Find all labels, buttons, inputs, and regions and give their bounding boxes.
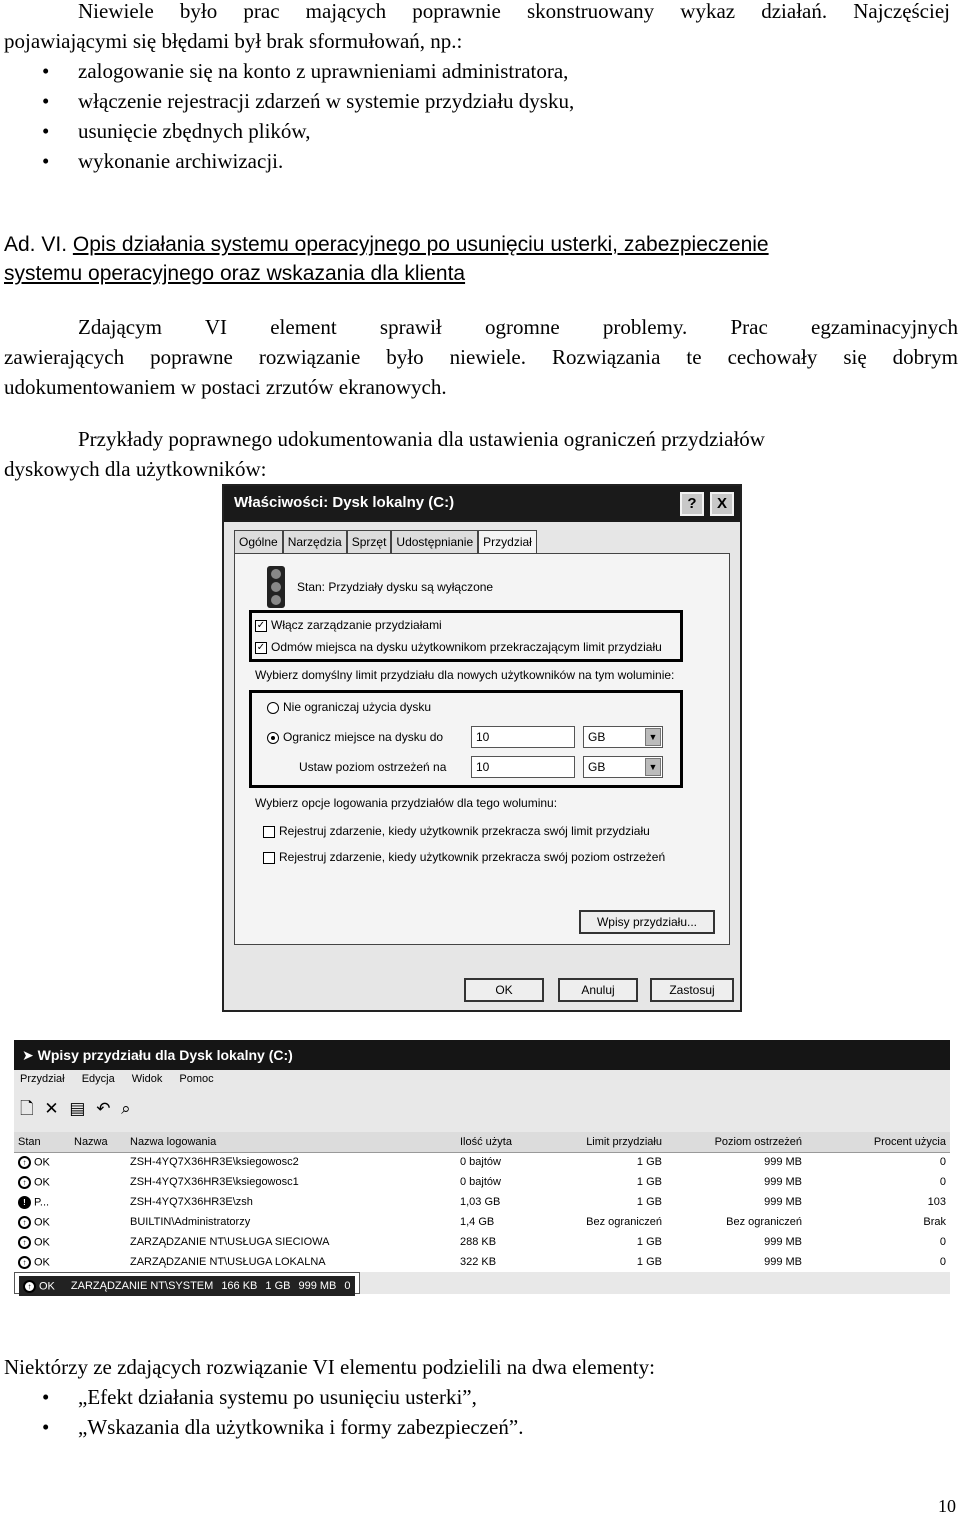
deny-space-label: Odmów miejsca na dysku użytkownikom przekraczającym limit przydziału xyxy=(271,640,662,654)
intro-bullet: • zalogowanie się na konto z uprawnieniami administratora, xyxy=(0,56,574,86)
row-percent: 0 xyxy=(939,1176,946,1188)
row-name xyxy=(70,1252,126,1272)
para1-line-2: zawierających poprawne rozwiązanie było niewiele. Rozwiązania te cechowały się dobrym xyxy=(4,345,958,369)
log-warning-checkbox[interactable] xyxy=(263,850,665,864)
section-title-line-2: systemu operacyjnego oraz wskazania dla klienta xyxy=(4,262,466,285)
deny-space-checkbox[interactable] xyxy=(255,640,662,654)
row-login: ZARZĄDZANIE NT\SYSTEM xyxy=(67,1276,217,1296)
window-title-bar xyxy=(14,1040,950,1070)
row-warning: 999 MB xyxy=(764,1176,802,1188)
status-ok-icon: ↑ xyxy=(23,1280,36,1293)
intro-line-1: Niewiele było prac mających poprawnie skonstruowany wykaz działań. Najczęściej xyxy=(78,0,950,23)
checkbox-checked-icon[interactable]: ✓ xyxy=(256,641,266,653)
row-status: OK xyxy=(39,1279,55,1292)
quota-entries-window xyxy=(14,1040,950,1294)
limit-unit-select[interactable] xyxy=(583,726,663,748)
row-percent: 0 xyxy=(939,1256,946,1268)
dialog-title-bar xyxy=(224,486,740,522)
row-limit: 1 GB xyxy=(636,1176,662,1188)
row-login: ZARZĄDZANIE NT\USŁUGA SIECIOWA xyxy=(130,1236,330,1248)
row-warning: 999 MB xyxy=(294,1276,340,1296)
toolbar xyxy=(14,1092,950,1122)
row-login: ZSH-4YQ7X36HR3E\ksiegowosc1 xyxy=(130,1176,299,1188)
intro-line-2: pojawiającymi się błędami był brak sformułowań, np.: xyxy=(4,29,463,53)
row-status: OK xyxy=(34,1215,50,1228)
row-limit: Bez ograniczeń xyxy=(586,1216,662,1228)
row-used: 0 bajtów xyxy=(460,1176,501,1188)
intro-bullet-list xyxy=(0,56,574,176)
tab-quota[interactable]: Przydział xyxy=(478,530,537,558)
row-login: ZSH-4YQ7X36HR3E\ksiegowosc2 xyxy=(130,1156,299,1169)
dialog-tabs xyxy=(234,526,537,554)
status-label: Stan: xyxy=(297,580,326,594)
table-row[interactable] xyxy=(14,1172,950,1192)
intro-bullet: • usunięcie zbędnych plików, xyxy=(0,116,574,146)
row-used: 1,4 GB xyxy=(460,1216,495,1228)
logging-options-label: Wybierz opcje logowania przydziałów dla tego woluminu: xyxy=(255,796,558,810)
table-row[interactable] xyxy=(14,1212,950,1232)
table-row[interactable] xyxy=(14,1192,950,1212)
no-limit-radio[interactable] xyxy=(267,700,431,714)
limit-label: Ogranicz miejsce na dysku do xyxy=(283,730,444,744)
quota-tab-panel xyxy=(234,553,730,945)
undo-icon[interactable]: ↶ xyxy=(96,1099,111,1118)
row-percent: 0 xyxy=(939,1236,946,1248)
enable-quota-checkbox[interactable] xyxy=(255,618,442,632)
quota-entries-button[interactable]: Wpisy przydziału... xyxy=(579,910,715,934)
dialog-title: Właściwości: Dysk lokalny (C:) xyxy=(234,494,455,511)
row-warning: 999 MB xyxy=(764,1196,802,1208)
traffic-light-icon xyxy=(267,566,285,608)
menu-edit[interactable]: Edycja xyxy=(81,1073,115,1085)
find-icon[interactable]: ⌕ xyxy=(121,1099,131,1118)
row-name xyxy=(59,1276,67,1296)
quota-table xyxy=(14,1132,950,1292)
status-warning-icon: ! xyxy=(18,1196,31,1209)
para1-line-3: udokumentowaniem w postaci zrzutów ekranowych. xyxy=(4,375,447,399)
row-used: 0 bajtów xyxy=(460,1156,501,1169)
row-percent: Brak xyxy=(923,1216,946,1228)
checkbox-icon[interactable] xyxy=(263,852,275,864)
row-used: 322 KB xyxy=(460,1256,497,1268)
checkbox-checked-icon[interactable]: ✓ xyxy=(256,619,266,631)
row-used: 288 KB xyxy=(460,1236,497,1248)
warning-unit-select[interactable] xyxy=(583,756,663,778)
no-limit-label: Nie ograniczaj użycia dysku xyxy=(283,700,432,714)
tab-tools[interactable]: Narzędzia xyxy=(283,530,347,554)
warning-unit-value: GB xyxy=(588,760,606,774)
section-number: Ad. VI. xyxy=(4,233,68,256)
warning-value-input[interactable]: 10 xyxy=(471,756,575,778)
row-name xyxy=(70,1212,126,1232)
outro-bullet: • „Wskazania dla użytkownika i formy zabezpieczeń”. xyxy=(0,1412,523,1442)
row-status: P... xyxy=(34,1195,50,1208)
row-percent: 0 xyxy=(340,1276,354,1296)
row-limit: 1 GB xyxy=(636,1256,662,1268)
section-title-line-1: Opis działania systemu operacyjnego po usunięciu usterki, zabezpieczenie xyxy=(72,233,769,256)
para2-line-1: Przykłady poprawnego udokumentowania dla ustawienia ograniczeń przydziałów xyxy=(78,427,765,451)
row-name xyxy=(70,1192,126,1212)
row-name xyxy=(70,1232,126,1252)
apply-button[interactable]: Zastosuj xyxy=(650,978,734,1002)
table-row[interactable] xyxy=(14,1152,950,1172)
menu-view[interactable]: Widok xyxy=(131,1073,163,1085)
row-warning: Bez ograniczeń xyxy=(726,1216,802,1228)
chevron-down-icon[interactable]: ▼ xyxy=(645,758,661,776)
page-number: 10 xyxy=(938,1496,956,1516)
checkbox-icon[interactable] xyxy=(263,826,275,838)
tab-sharing[interactable]: Udostępnianie xyxy=(391,530,478,554)
row-percent: 103 xyxy=(927,1196,946,1208)
row-percent: 0 xyxy=(939,1156,946,1169)
status-ok-icon: ↑ xyxy=(18,1256,31,1269)
col-used[interactable]: Ilość użyta xyxy=(456,1132,526,1152)
row-used: 166 KB xyxy=(217,1276,261,1296)
window-title: Wpisy przydziału dla Dysk lokalny (C:) xyxy=(37,1047,293,1063)
status-ok-icon: ↑ xyxy=(18,1176,31,1189)
col-status[interactable]: Stan xyxy=(14,1132,70,1152)
chevron-down-icon[interactable]: ▼ xyxy=(645,728,661,746)
menu-help[interactable]: Pomoc xyxy=(179,1073,214,1085)
row-status: OK xyxy=(34,1255,50,1268)
col-login[interactable]: Nazwa logowania xyxy=(126,1132,456,1152)
outro-line-1: Niektórzy ze zdających rozwiązanie VI elementu podzielili na dwa elementy: xyxy=(4,1355,655,1379)
row-limit: 1 GB xyxy=(261,1276,294,1296)
row-name xyxy=(70,1152,126,1172)
row-name xyxy=(70,1172,126,1192)
row-limit: 1 GB xyxy=(636,1156,662,1169)
table-row[interactable] xyxy=(14,1252,950,1272)
ok-button[interactable]: OK xyxy=(464,978,544,1002)
row-login: BUILTIN\Administratorzy xyxy=(130,1216,251,1228)
limit-radio[interactable] xyxy=(267,730,443,744)
para1-line-1: Zdającym VI element sprawił ogromne problemy. Prac egzaminacyjnych xyxy=(78,315,958,339)
default-limit-label: Wybierz domyślny limit przydziału dla nowych użytkowników na tym woluminie: xyxy=(255,668,675,682)
tab-general[interactable]: Ogólne xyxy=(234,530,283,554)
row-login: ZARZĄDZANIE NT\USŁUGA LOKALNA xyxy=(130,1256,326,1268)
radio-selected-icon[interactable] xyxy=(267,732,279,744)
table-row-selected[interactable] xyxy=(14,1272,360,1294)
menu-quota[interactable]: Przydział xyxy=(20,1073,65,1085)
radio-icon[interactable] xyxy=(267,702,279,714)
disk-properties-dialog xyxy=(222,484,742,1012)
col-warning[interactable]: Poziom ostrzeżeń xyxy=(666,1132,806,1152)
help-button[interactable]: ? xyxy=(680,492,704,516)
window-icon: ➤ xyxy=(22,1047,38,1063)
intro-bullet: • wykonanie archiwizacji. xyxy=(0,146,574,176)
col-name[interactable]: Nazwa xyxy=(70,1132,126,1152)
delete-icon[interactable]: ✕ xyxy=(44,1099,59,1118)
limit-unit-value: GB xyxy=(588,730,606,744)
table-row[interactable] xyxy=(14,1232,950,1252)
quota-status xyxy=(297,580,493,594)
intro-bullet: • włączenie rejestracji zdarzeń w systemie przydziału dysku, xyxy=(0,86,574,116)
menu-bar xyxy=(14,1070,950,1092)
status-value: Przydziały dysku są wyłączone xyxy=(328,580,494,594)
status-ok-icon: ↑ xyxy=(18,1216,31,1229)
row-limit: 1 GB xyxy=(636,1196,662,1208)
row-warning: 999 MB xyxy=(764,1156,802,1169)
limit-value-input[interactable]: 10 xyxy=(471,726,575,748)
col-limit[interactable]: Limit przydziału xyxy=(526,1132,666,1152)
tab-hardware[interactable]: Sprzęt xyxy=(347,530,392,554)
outro-bullet: • „Efekt działania systemu po usunięciu usterki”, xyxy=(0,1382,523,1412)
log-limit-label: Rejestruj zdarzenie, kiedy użytkownik przekracza swój limit przydziału xyxy=(279,824,650,838)
close-button[interactable]: X xyxy=(710,492,734,516)
cancel-button[interactable]: Anuluj xyxy=(558,978,638,1002)
section-heading xyxy=(4,230,944,288)
log-limit-checkbox[interactable] xyxy=(263,824,650,838)
row-warning: 999 MB xyxy=(764,1256,802,1268)
col-percent[interactable]: Procent użycia xyxy=(806,1132,950,1152)
row-login: ZSH-4YQ7X36HR3E\zsh xyxy=(130,1196,253,1208)
row-used: 1,03 GB xyxy=(460,1196,501,1208)
row-status: OK xyxy=(34,1235,50,1248)
row-limit: 1 GB xyxy=(636,1236,662,1248)
table-header-row xyxy=(14,1132,950,1152)
para2-line-2: dyskowych dla użytkowników: xyxy=(4,457,267,481)
new-icon[interactable]: 🗋 xyxy=(20,1099,34,1118)
properties-icon[interactable]: ▤ xyxy=(69,1099,86,1118)
outro-bullet-list xyxy=(0,1382,523,1442)
status-ok-icon: ↑ xyxy=(18,1236,31,1249)
status-ok-icon: ↑ xyxy=(18,1156,31,1169)
log-warning-label: Rejestruj zdarzenie, kiedy użytkownik przekracza swój poziom ostrzeżeń xyxy=(279,850,666,864)
row-warning: 999 MB xyxy=(764,1236,802,1248)
enable-quota-label: Włącz zarządzanie przydziałami xyxy=(271,618,442,632)
row-status: OK xyxy=(34,1156,50,1169)
row-status: OK xyxy=(34,1175,50,1188)
warning-level-label: Ustaw poziom ostrzeżeń na xyxy=(299,760,447,774)
